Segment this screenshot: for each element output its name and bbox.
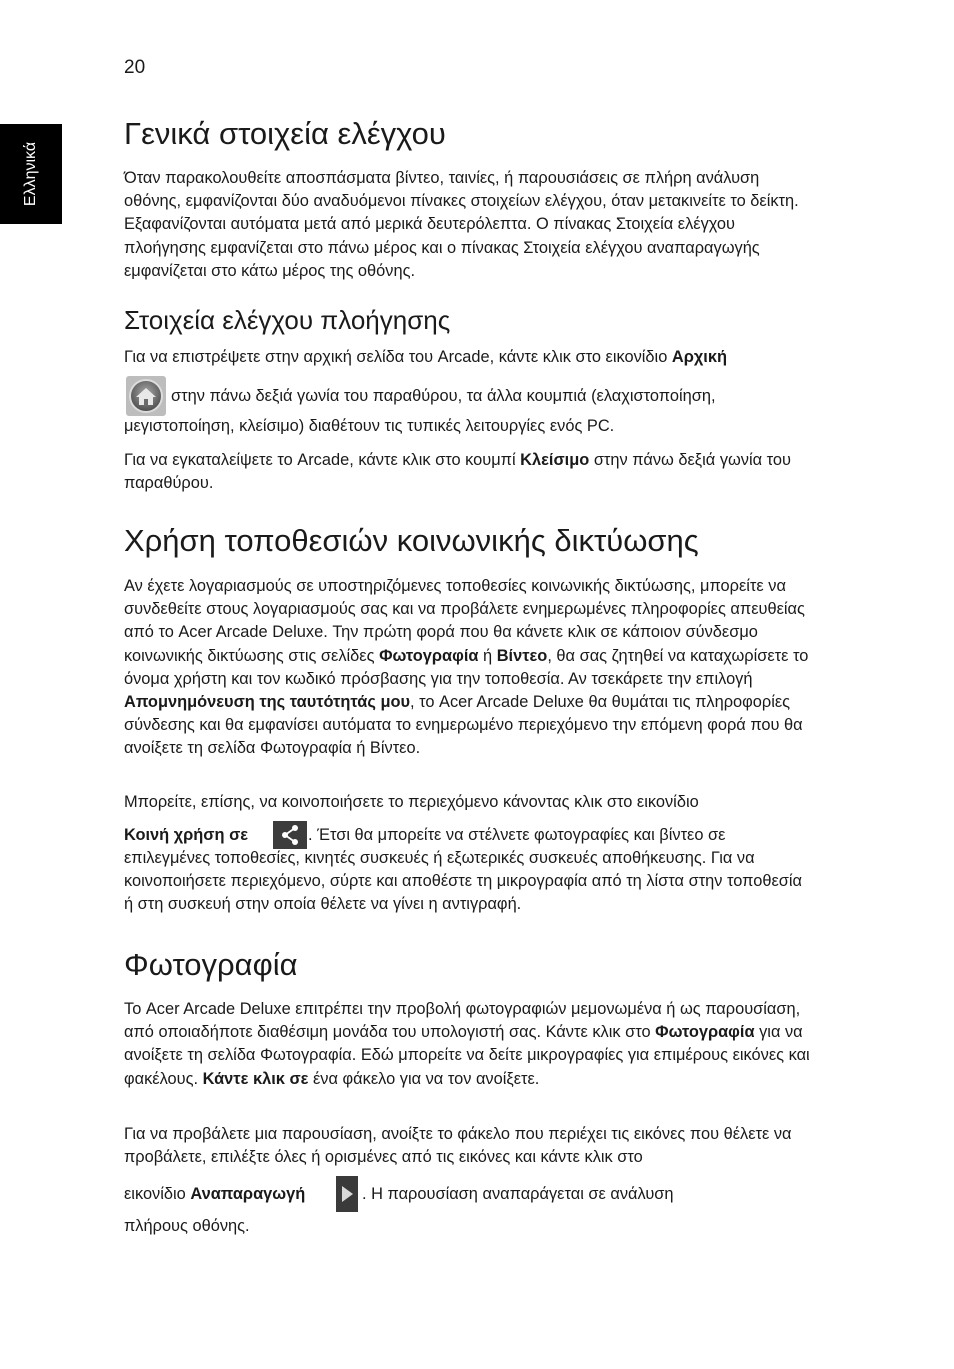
page-number: 20 (124, 57, 146, 78)
social-paragraph-2-line-2b: . Έτσι θα μπορείτε να στέλνετε φωτογραφίες και βίντεο σε (308, 826, 726, 844)
social-paragraph-2-rest: επιλεγμένες τοποθεσίες, κινητές συσκευές ή εξωτερικές συσκευές αποθήκευσης. Για να κοινοποιήσετε περιεχόμενο, σύρτε και αποθέστε τη μικρογραφία από τη λίστα στην τοποθεσία ή στη συσκευή στην οποία θέλετε να γίνει η αντιγραφή. (124, 849, 803, 914)
photo-label: Φωτογραφία (379, 646, 479, 665)
text-run: ένα φάκελο για να τον ανοίξετε. (308, 1069, 540, 1088)
navigation-paragraph-2 (124, 449, 814, 495)
text-run: Το Acer Arcade Deluxe επιτρέπει την προβολή φωτογραφιών μεμονωμένα ή ως παρουσίαση, από οποιαδήποτε διαθέσιμη μονάδα του υπολογιστή σας. Κάντε κλικ στο (124, 1000, 801, 1042)
close-label: Κλείσιμο (520, 451, 590, 469)
remember-me-label: Απομνημόνευση της ταυτότητάς μου (124, 693, 411, 712)
text-run: για να ανοίξετε τη σελίδα Φωτογραφία. Εδώ μπορείτε να δείτε μικρογραφίες για επιμέρους εικόνες και φακέλους. (124, 1023, 810, 1088)
photo-paragraph-1 (124, 998, 814, 1091)
text-run: στην πάνω δεξιά γωνία του παραθύρου. (124, 451, 791, 493)
text-run: εικονίδιο (124, 1185, 191, 1203)
photo-paragraph-2-line-4: πλήρους οθόνης. (124, 1217, 250, 1235)
photo-paragraph-2-line-3b: . Η παρουσίαση αναπαράγεται σε ανάλυση (362, 1185, 674, 1203)
photo-label: Φωτογραφία (655, 1023, 755, 1042)
share-label: Κοινή χρήση σε (124, 826, 249, 844)
navigation-paragraph-1-line-2: στην πάνω δεξιά γωνία του παραθύρου, τα άλλα κουμπιά (ελαχιστοποίηση, (171, 387, 716, 405)
text-run: Για να εγκαταλείψετε το Arcade, κάντε κλικ στο κουμπί (124, 451, 521, 469)
section-title-navigation-controls: Στοιχεία ελέγχου πλοήγησης (124, 305, 451, 335)
general-controls-paragraph: Όταν παρακολουθείτε αποσπάσματα βίντεο, ταινίες, ή παρουσιάσεις σε πλήρη ανάλυση οθόνης, εμφανίζονται δύο αναδυόμενοι πίνακες στοιχείων ελέγχου, όταν μετακινείτε το δείκτη. Εξαφανίζονται αυτόματα μετά από μερικά δευτερόλεπτα. Ο πίνακας Στοιχεία ελέγχου πλοήγησης εμφανίζεται στο πάνω μέρος και ο πίνακας Στοιχεία ελέγχου αναπαραγωγής εμφανίζεται στο κάτω μέρος της οθόνης. (124, 169, 799, 280)
home-icon (126, 376, 166, 421)
text-run: Για να επιστρέψετε στην αρχική σελίδα του Arcade, κάντε κλικ στο εικονίδιο (124, 348, 672, 366)
play-icon (336, 1176, 358, 1217)
home-label: Αρχική (671, 348, 727, 366)
photo-paragraph-2-line-3 (124, 1185, 305, 1204)
language-tab-label: Ελληνικά (22, 141, 39, 207)
play-label: Αναπαραγωγή (190, 1185, 306, 1203)
social-paragraph-2-line-1: Μπορείτε, επίσης, να κοινοποιήσετε το περιεχόμενο κάνοντας κλικ στο εικονίδιο (124, 793, 699, 811)
section-title-photo: Φωτογραφία (124, 947, 298, 982)
section-title-social-networking: Χρήση τοποθεσιών κοινωνικής δικτύωσης (124, 523, 699, 558)
language-tab (0, 124, 62, 224)
section-title-general-controls: Γενικά στοιχεία ελέγχου (124, 116, 446, 151)
click-on-label: Κάντε κλικ σε (202, 1069, 309, 1088)
video-label: Βίντεο (496, 646, 548, 665)
text-run: , θα σας ζητηθεί να καταχωρίσετε το όνομα χρήστη και τον κωδικό πρόσβασης για την τοποθεσία. Αν τσεκάρετε την επιλογή (124, 646, 809, 688)
photo-paragraph-2: Για να προβάλετε μια παρουσίαση, ανοίξτε το φάκελο που περιέχει τις εικόνες που θέλετε να προβάλετε, επιλέξτε όλες ή ορισμένες από τις εικόνες και κάντε κλικ στο (124, 1125, 792, 1167)
text-run: ή (478, 646, 497, 665)
navigation-paragraph-1-line-3: μεγιστοποίηση, κλείσιμο) διαθέτουν τις τυπικές λειτουργίες ενός PC. (124, 417, 615, 435)
text-run: , το Acer Arcade Deluxe θα θυμάται τις πληροφορίες σύνδεσης και θα εμφανίσει αυτόματα το ενημερωμένο περιεχόμενο την επόμενη φορά που θα ανοίξετε τη σελίδα Φωτογραφία ή Βίντεο. (124, 693, 803, 758)
social-paragraph-1 (124, 575, 814, 761)
text-run: Αν έχετε λογαριασμούς σε υποστηριζόμενες τοποθεσίες κοινωνικής δικτύωσης, μπορείτε να συνδεθείτε στους λογαριασμούς σας και να προβάλετε ενημερωμένες πληροφορίες απευθείας από το Acer Arcade Deluxe. Την πρώτη φορά που θα κάνετε κλικ σε κάποιον σύνδεσμο κοινωνικής δικτύωσης στις σελίδες (124, 577, 805, 665)
navigation-paragraph-1-line-1 (124, 348, 727, 367)
social-paragraph-2-line-2 (124, 826, 248, 845)
